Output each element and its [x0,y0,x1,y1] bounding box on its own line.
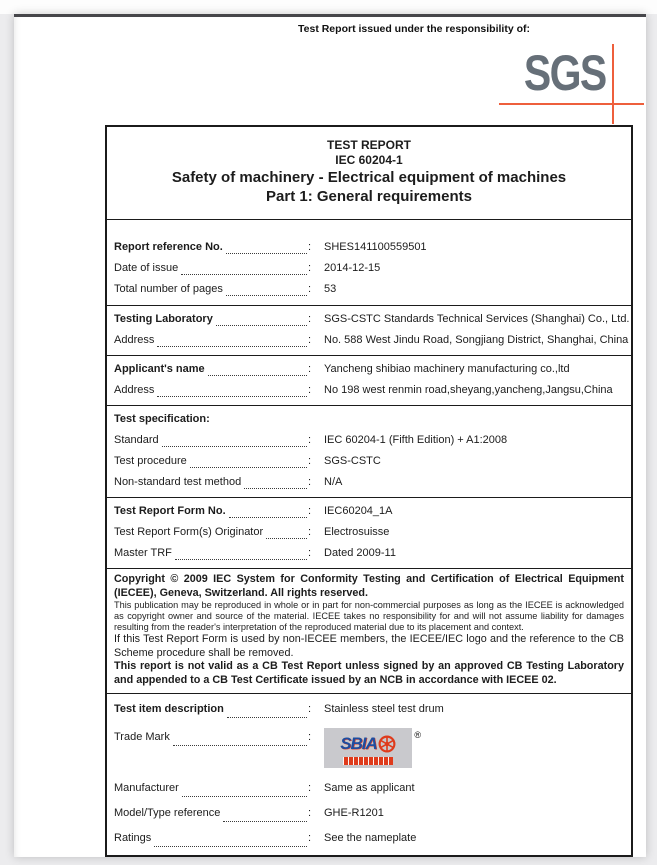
field-label: Test Report Form No. [114,505,226,517]
colon: : [307,807,311,819]
dotted-leader [190,467,307,468]
dotted-leader [162,446,307,447]
section-test-specification [107,406,631,498]
field-row-test-item-description [107,697,631,722]
colon: : [307,547,311,559]
report-table [105,125,633,857]
field-label: Manufacturer [114,782,179,794]
section-trf [107,498,631,569]
dotted-leader [226,295,307,296]
field-row-manufacturer [107,776,631,801]
colon: : [307,832,311,844]
field-label: Report reference No. [114,241,223,253]
dotted-leader [182,796,307,797]
sgs-logo-horizontal-line [499,103,644,105]
field-value: IEC 60204-1 (Fifth Edition) + A1:2008 [324,434,508,446]
field-label: Test item description [114,703,224,715]
field-row-trade-mark [107,722,631,776]
sgs-logo [444,39,644,129]
trademark-sbia-text: SBIA [340,734,377,753]
sgs-logo-vertical-line [612,44,614,124]
dotted-leader [181,274,307,275]
field-value: SGS-CSTC [324,455,381,467]
dotted-leader [223,821,307,822]
section-testing-laboratory [107,306,631,356]
colon: : [307,363,311,375]
colon: : [307,526,311,538]
field-value: No 198 west renmin road,sheyang,yancheng,Jangsu,China [324,384,613,396]
colon: : [307,262,311,274]
colon: : [307,703,311,715]
dotted-leader [173,745,307,746]
title-test-report: TEST REPORT [326,138,411,152]
copyright-non-iecee-note: If this Test Report Form is used by non-IECEE members, the IECEE/IEC logo and the reference to the CB Scheme procedure shall be removed. [114,633,624,659]
field-label: Master TRF [114,547,172,559]
field-row-standard [107,430,631,451]
wheel-icon [378,735,396,753]
field-value: N/A [324,476,343,488]
field-label: Address [114,384,155,396]
field-row-report-reference [107,237,631,258]
title-block [107,127,631,220]
field-label: Standard [114,434,159,446]
field-row-testing-laboratory [107,309,631,330]
colon: : [307,505,311,517]
section-test-item [107,694,631,855]
field-label: Test Report Form(s) Originator [114,526,264,538]
section-report-reference [107,220,631,306]
section-copyright [107,569,631,694]
field-label: Model/Type reference [114,807,221,819]
field-label: Address [114,334,155,346]
dotted-leader [175,559,307,560]
colon: : [307,334,311,346]
colon: : [307,241,311,253]
title-standard-name: Safety of machinery - Electrical equipment of machines [171,169,567,186]
field-row-applicant-name [107,359,631,380]
dotted-leader [244,488,307,489]
test-specification-heading: Test specification: [114,413,210,425]
responsibility-note: Test Report issued under the responsibility of: [298,23,530,35]
field-row-lab-address [107,330,631,351]
dotted-leader [266,538,307,539]
field-row-date-of-issue [107,258,631,279]
field-row-model-type [107,801,631,826]
field-value: No. 588 West Jindu Road, Songjiang District, Shanghai, China [324,334,629,346]
scan-top-margin [0,0,657,14]
copyright-validity-note: This report is not valid as a CB Test Report unless signed by an approved CB Testing Laboratory and appended to a CB Test Certificate issued by an NCB in accordance with IECEE 02. [114,660,624,686]
field-value: Same as applicant [324,782,415,794]
sgs-logo-text: SGS [524,45,606,101]
field-row-ratings [107,826,631,851]
field-label: Testing Laboratory [114,313,213,325]
dotted-leader [154,846,307,847]
dotted-leader [216,325,307,326]
field-row-total-pages [107,279,631,300]
colon: : [307,455,311,467]
field-label: Non-standard test method [114,476,242,488]
field-row-master-trf [107,543,631,564]
dotted-leader [208,375,307,376]
field-row-trf-originator [107,522,631,543]
dotted-leader [227,717,307,718]
colon: : [307,731,311,743]
dotted-leader [226,253,307,254]
colon: : [307,782,311,794]
trademark-logo [324,728,421,768]
copyright-reproduction-note: This publication may be reproduced in whole or in part for non-commercial purposes as long as the IECEE is acknowledged as copyright owner and source of the material. IECEE takes no responsibility for and will not assume liability for damages resulting from the reader's interpretation of the reproduced material due to its placement and context. [114,600,624,632]
colon: : [307,313,311,325]
field-value: IEC60204_1A [324,505,393,517]
trademark-logo-box [324,728,412,768]
field-value: See the nameplate [324,832,417,844]
field-value: SGS-CSTC Standards Technical Services (Shanghai) Co., Ltd. [324,313,630,325]
field-value: 53 [324,283,337,295]
field-value: SHES141100559501 [324,241,427,253]
field-label: Trade Mark [114,731,170,743]
field-value: Dated 2009-11 [324,547,396,559]
trademark-chinese-strip [343,757,393,765]
dotted-leader [157,396,307,397]
title-part: Part 1: General requirements [266,188,472,205]
colon: : [307,283,311,295]
field-row-trf-no [107,501,631,522]
field-row-non-standard-method [107,472,631,493]
field-label: Total number of pages [114,283,223,295]
field-label: Test procedure [114,455,187,467]
field-value: GHE-R1201 [324,807,384,819]
field-value: Yancheng shibiao machinery manufacturing co.,ltd [324,363,570,375]
field-value: Stainless steel test drum [324,703,444,715]
copyright-statement: Copyright © 2009 IEC System for Conformity Testing and Certification of Electrical Equipment (IECEE), Geneva, Switzerland. All rights reserved. [114,573,624,599]
report-page [14,14,646,857]
colon: : [307,434,311,446]
section-applicant [107,356,631,406]
dotted-leader [229,517,307,518]
field-row-applicant-address [107,380,631,401]
field-value: Electrosuisse [324,526,390,538]
field-value: 2014-12-15 [324,262,381,274]
registered-mark: ® [414,730,421,740]
colon: : [307,384,311,396]
field-label: Date of issue [114,262,179,274]
field-label: Ratings [114,832,152,844]
colon: : [307,476,311,488]
field-label: Applicant's name [114,363,205,375]
title-standard-number: IEC 60204-1 [335,153,403,167]
field-row-test-procedure [107,451,631,472]
dotted-leader [157,346,307,347]
